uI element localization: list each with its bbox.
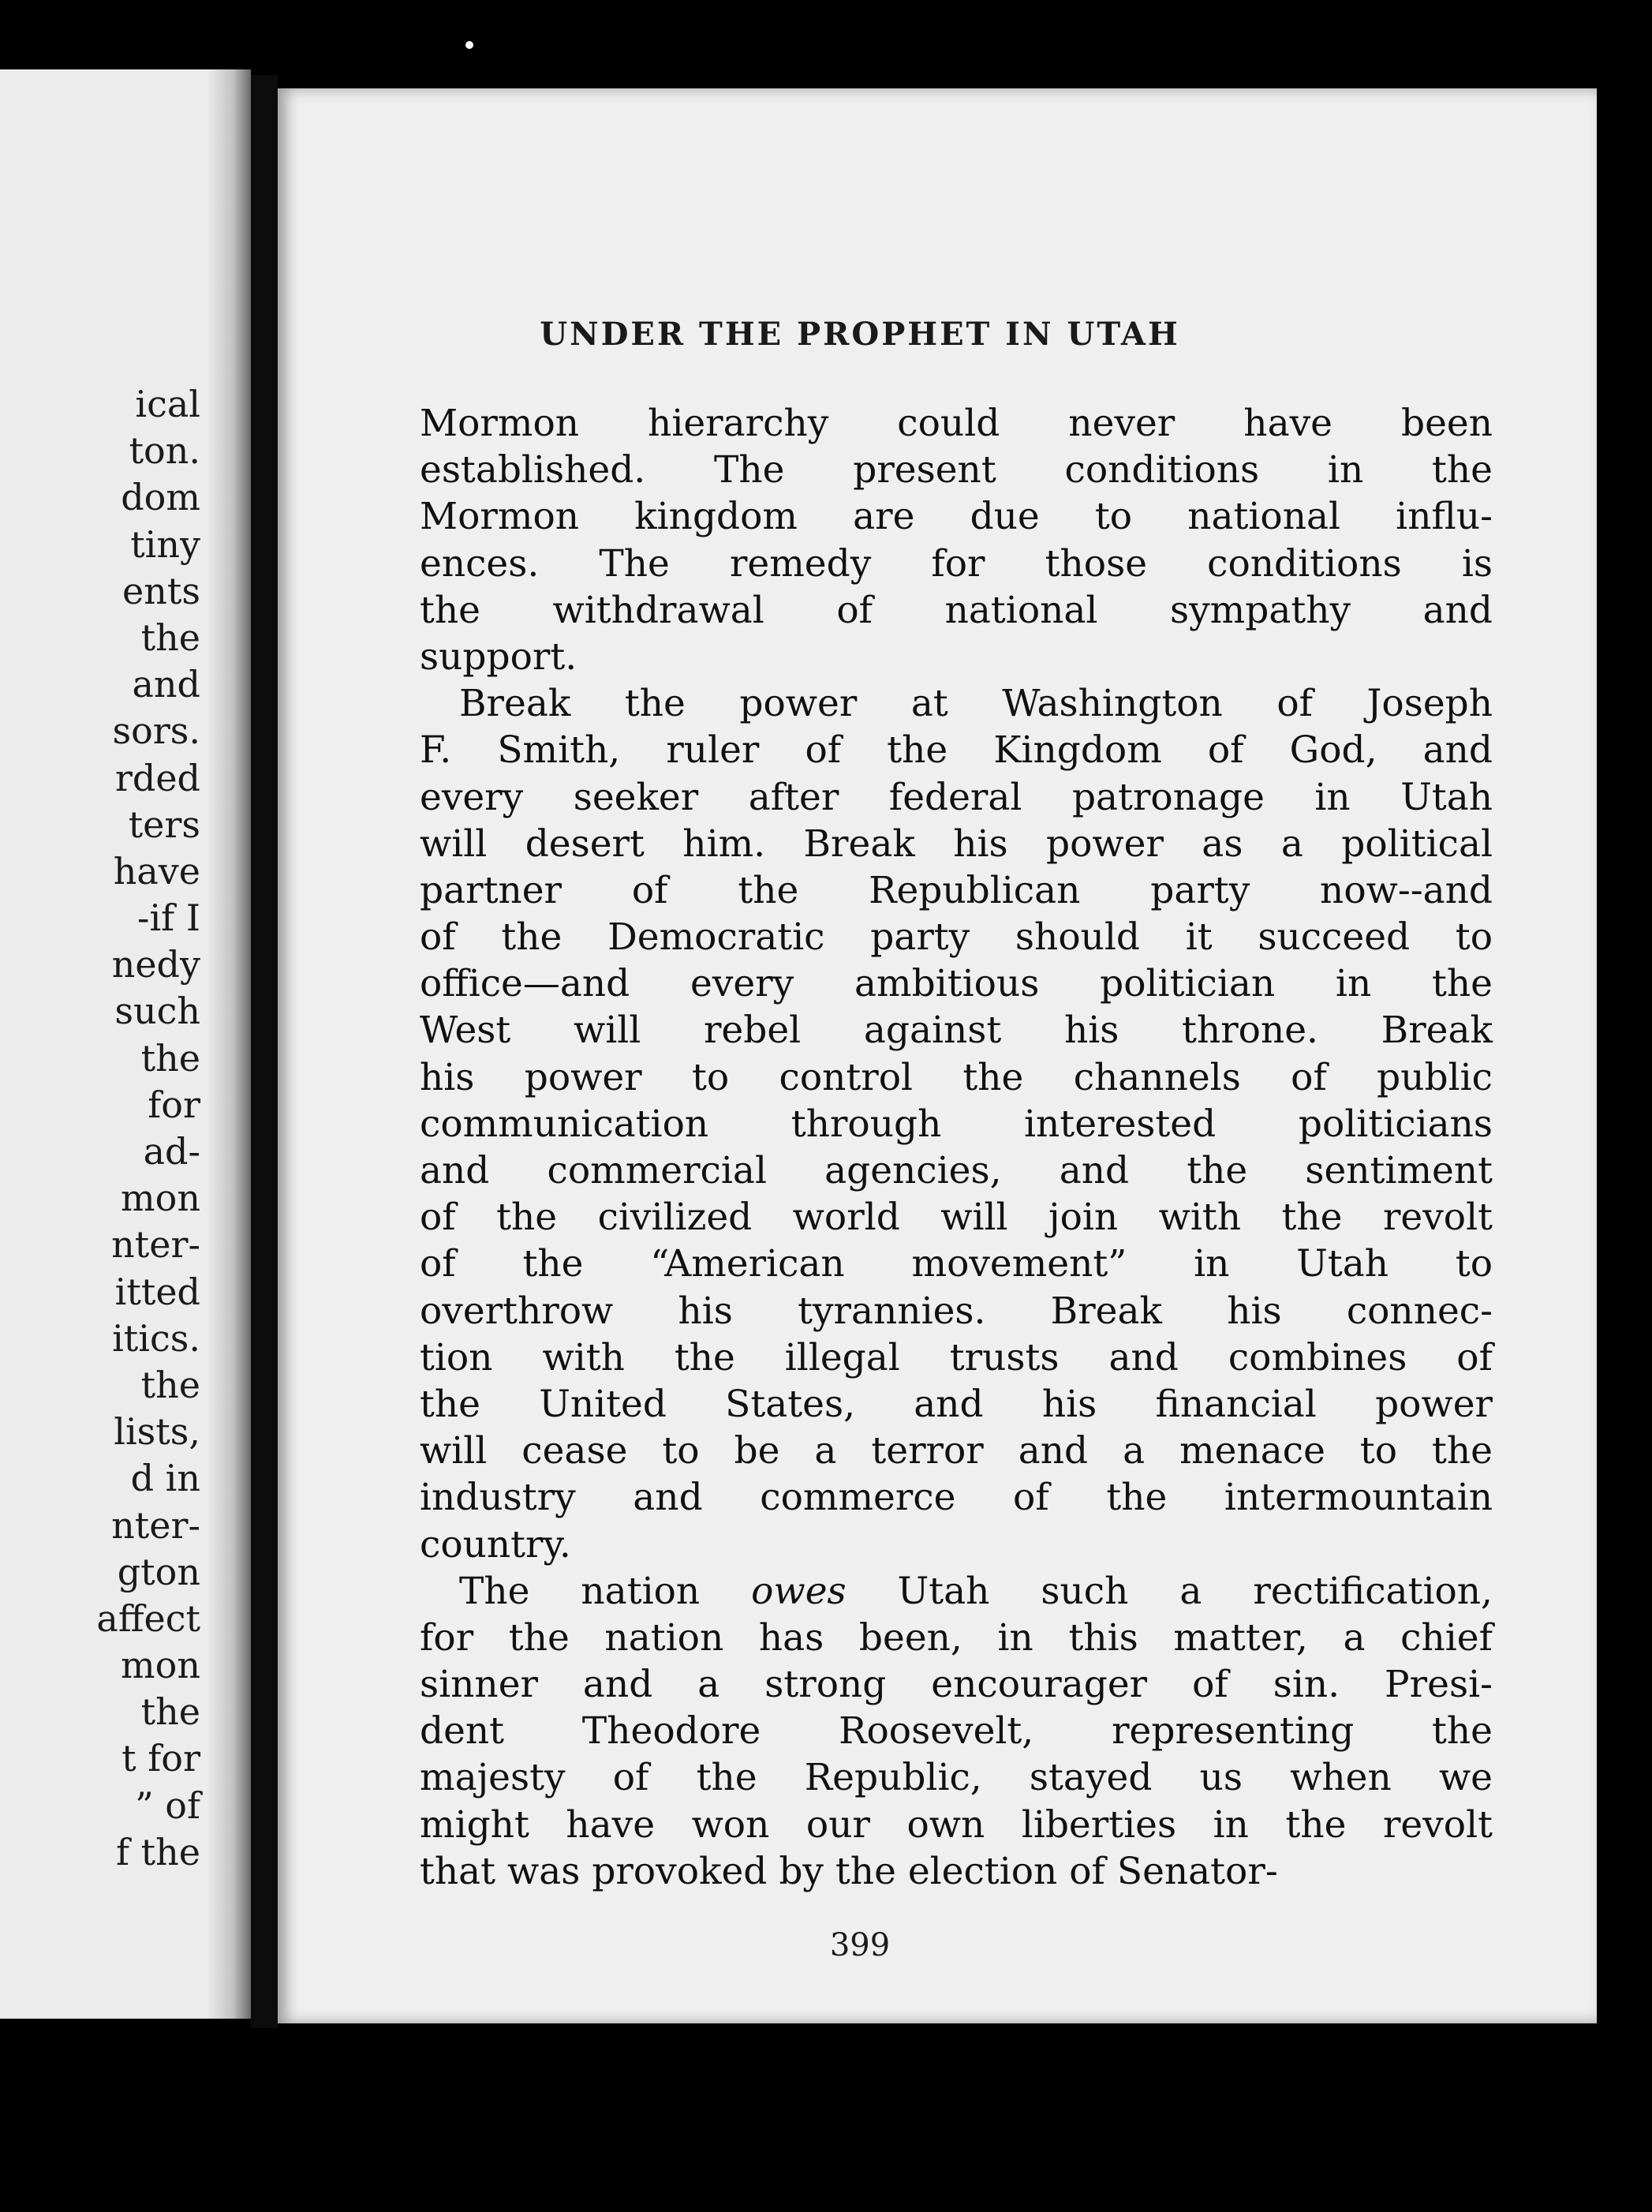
- text-line: dent Theodore Roosevelt, representing the: [420, 1709, 1493, 1754]
- text-segment: The nation: [459, 1569, 752, 1613]
- text-line: will desert him. Break his power as a political: [420, 822, 1493, 866]
- left-text-fragment: have: [113, 849, 200, 893]
- text-line: that was provoked by the election of Senator-: [420, 1849, 1278, 1893]
- page-number: 399: [829, 1927, 891, 1963]
- text-line: office—and every ambitious politician in the: [420, 962, 1493, 1006]
- book-spine: [251, 75, 278, 2028]
- running-head: UNDER THE PROPHET IN UTAH: [540, 316, 1180, 353]
- left-text-fragment: lists,: [114, 1410, 200, 1454]
- left-text-fragment: affect: [96, 1596, 200, 1640]
- left-text-fragment: ton.: [129, 429, 200, 473]
- gutter-shadow: [207, 69, 251, 2019]
- left-text-fragment: sors.: [112, 709, 200, 753]
- text-line: country.: [420, 1522, 571, 1566]
- left-text-fragment: ters: [128, 803, 200, 846]
- text-segment: Utah such a rectification,: [846, 1569, 1493, 1613]
- left-text-fragment: ical: [135, 383, 200, 425]
- text-line: and commercial agencies, and the sentiment: [420, 1149, 1493, 1192]
- left-text-fragment: t for: [121, 1737, 200, 1780]
- text-line: communication through interested politicians: [420, 1102, 1493, 1146]
- italic-word: owes: [751, 1569, 847, 1613]
- left-text-fragment: gton: [117, 1550, 200, 1593]
- left-text-fragment: dom: [121, 476, 200, 519]
- left-text-fragment: itics.: [112, 1316, 200, 1360]
- right-page: [278, 88, 1597, 2023]
- text-line: established. The present conditions in the: [420, 448, 1493, 492]
- text-line: of the civilized world will join with the revolt: [420, 1196, 1493, 1240]
- text-line: of the “American movement” in Utah to: [420, 1242, 1493, 1286]
- text-line: majesty of the Republic, stayed us when we: [420, 1756, 1493, 1800]
- text-line: might have won our own liberties in the revolt: [420, 1802, 1493, 1847]
- left-page-text: [96, 381, 200, 1876]
- left-text-fragment: the: [140, 1363, 200, 1406]
- dust-speck: [465, 41, 473, 49]
- left-text-fragment: itted: [114, 1270, 200, 1313]
- left-text-fragment: ad-: [143, 1130, 200, 1173]
- text-line: overthrow his tyrannies. Break his connec-: [420, 1289, 1493, 1333]
- left-text-fragment: and: [132, 663, 200, 706]
- left-text-fragment: -if I: [136, 896, 200, 940]
- left-text-fragment: the: [140, 616, 200, 659]
- text-line: will cease to be a terror and a menace to the: [420, 1429, 1493, 1473]
- left-text-fragment: mon: [121, 1644, 200, 1687]
- text-line: support.: [420, 634, 577, 679]
- text-line: the United States, and his financial power: [420, 1382, 1493, 1426]
- text-line: ences. The remedy for those conditions is: [420, 541, 1493, 586]
- text-line: for the nation has been, in this matter, a chief: [420, 1615, 1493, 1660]
- text-line: [420, 1568, 1493, 1615]
- left-text-fragment: the: [140, 1036, 200, 1080]
- text-line: Mormon hierarchy could never have been: [420, 402, 1493, 445]
- body-text: [420, 400, 1493, 1895]
- text-line: partner of the Republican party now--and: [420, 868, 1493, 912]
- left-text-fragment: d in: [130, 1457, 200, 1500]
- text-line: Mormon kingdom are due to national influ-: [420, 495, 1493, 539]
- text-line: F. Smith, ruler of the Kingdom of God, and: [420, 728, 1493, 773]
- left-text-fragment: ” of: [135, 1783, 200, 1827]
- text-line: industry and commerce of the intermountain: [420, 1476, 1493, 1520]
- text-line: West will rebel against his throne. Break: [420, 1009, 1493, 1053]
- left-text-fragment: the: [140, 1690, 200, 1734]
- text-line: Break the power at Washington of Joseph: [459, 682, 1493, 726]
- text-line: his power to control the channels of public: [420, 1055, 1493, 1099]
- left-text-fragment: tiny: [130, 522, 200, 566]
- text-line: every seeker after federal patronage in Utah: [420, 775, 1493, 819]
- text-line: of the Democratic party should it succeed to: [420, 915, 1493, 960]
- left-text-fragment: nter-: [111, 1223, 200, 1267]
- left-page-fragment: [0, 69, 251, 2019]
- left-text-fragment: f the: [116, 1830, 200, 1873]
- text-line: the withdrawal of national sympathy and: [420, 588, 1493, 632]
- left-text-fragment: ents: [122, 569, 200, 612]
- left-text-fragment: nedy: [111, 943, 200, 986]
- text-line: sinner and a strong encourager of sin. Presi-: [420, 1663, 1493, 1707]
- left-text-fragment: such: [114, 990, 200, 1033]
- left-text-fragment: nter-: [111, 1503, 200, 1547]
- text-line: tion with the illegal trusts and combines of: [420, 1335, 1493, 1379]
- left-text-fragment: for: [148, 1083, 200, 1126]
- left-text-fragment: mon: [121, 1177, 200, 1220]
- left-text-fragment: rded: [114, 756, 200, 799]
